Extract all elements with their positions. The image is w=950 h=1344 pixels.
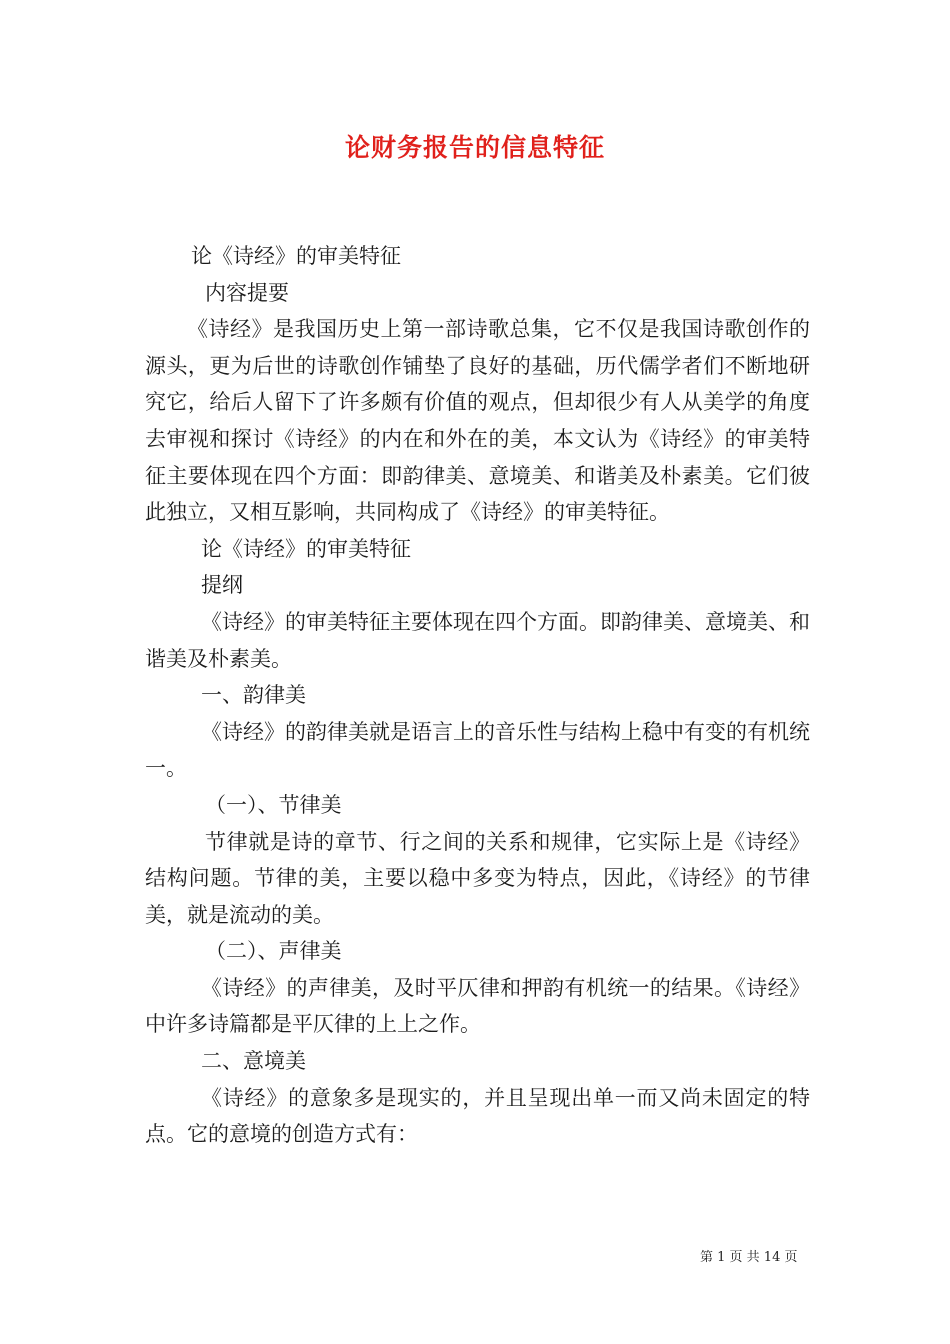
paragraph-heading-subsection-2: （二）、声律美	[205, 939, 342, 964]
paragraph-heading-section-1: 一、韵律美	[201, 683, 306, 708]
paragraph-subsection-1: 节律就是诗的章节、行之间的关系和规律，它实际上是《诗经》结构问题。节律的美，主要以稳中多变为特点，因此，《诗经》的节律美，就是流动的美。	[145, 829, 810, 927]
paragraph-section-1: 《诗经》的韵律美就是语言上的音乐性与结构上稳中有变的有机统一。	[145, 719, 810, 781]
paragraph-section-2: 《诗经》的意象多是现实的，并且呈现出单一而又尚未固定的特点。它的意境的创造方式有：	[145, 1085, 810, 1147]
paragraph-heading-outline: 提纲	[201, 573, 243, 598]
paragraph-outline: 《诗经》的审美特征主要体现在四个方面。即韵律美、意境美、和谐美及朴素美。	[145, 609, 810, 671]
page-number: 第 1 页 共 14 页	[700, 1250, 798, 1265]
paragraph-subtitle: 论《诗经》的审美特征	[191, 244, 401, 268]
document-title: 论财务报告的信息特征	[344, 133, 605, 162]
paragraph-heading-subsection-1: （一）、节律美	[205, 792, 342, 817]
document-body	[145, 238, 810, 1153]
paragraph-subtitle-repeat: 论《诗经》的审美特征	[201, 536, 411, 561]
paragraph-abstract: 《诗经》是我国历史上第一部诗歌总集，它不仅是我国诗歌创作的源头，更为后世的诗歌创作铺垫了良好的基础，历代儒学者们不断地研究它，给后人留下了许多颇有价值的观点，但却很少有人从美学的角度去审视和探讨《诗经》的内在和外在的美，本文认为《诗经》的审美特征主要体现在四个方面：即韵律美、意境美、和谐美及朴素美。它们彼此独立，又相互影响，共同构成了《诗经》的审美特征。	[145, 317, 810, 525]
paragraph-subsection-2: 《诗经》的声律美，及时平仄律和押韵有机统一的结果。《诗经》中许多诗篇都是平仄律的上上之作。	[145, 975, 810, 1037]
paragraph-heading-abstract: 内容提要	[205, 280, 289, 305]
paragraph-heading-section-2: 二、意境美	[201, 1049, 306, 1074]
